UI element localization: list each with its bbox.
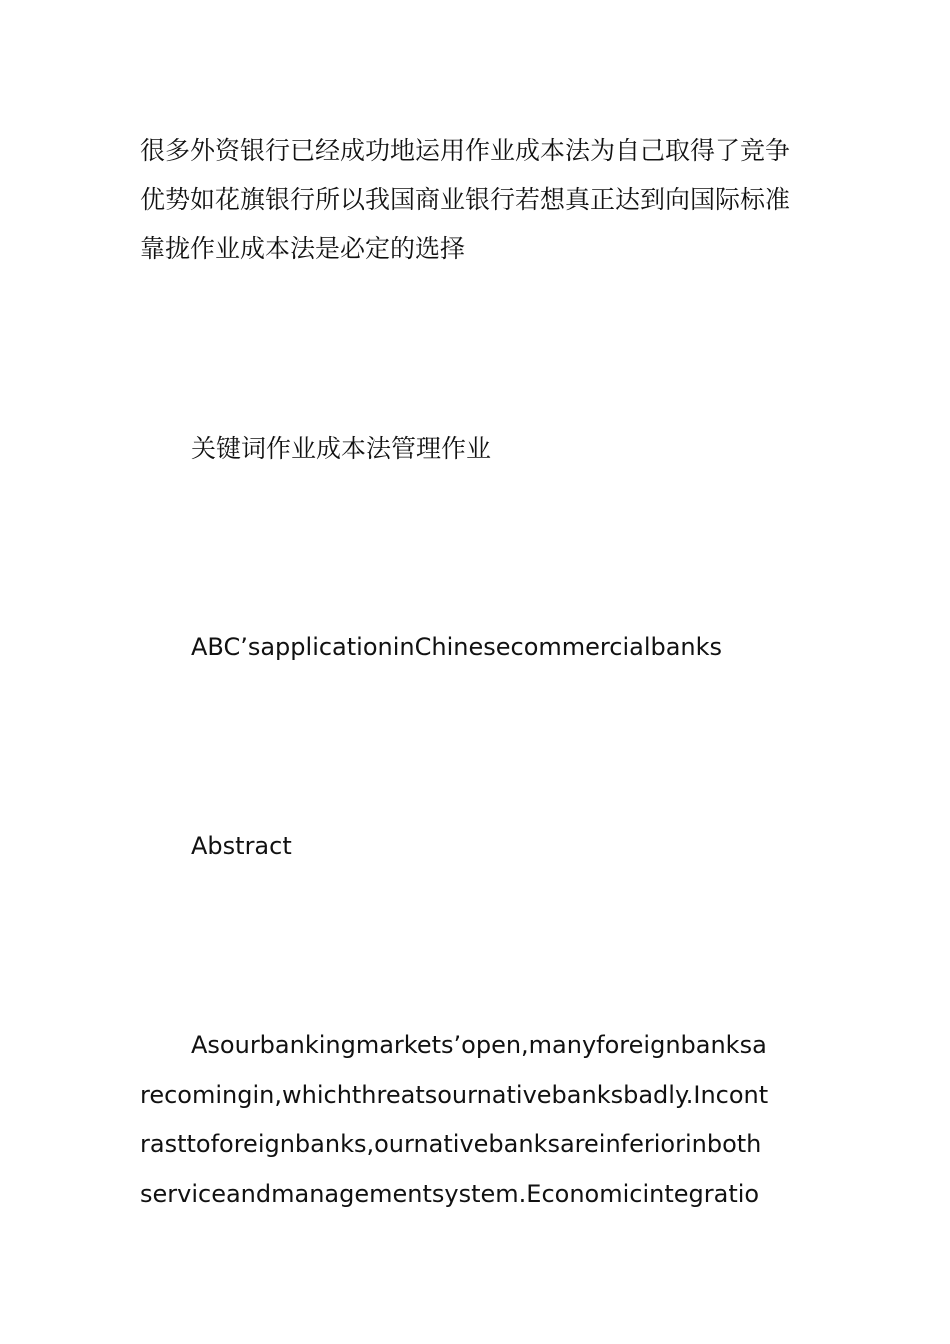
english-title: ABC’sapplicationinChinesecommercialbanks <box>191 633 723 661</box>
paragraph-line: 靠拢作业成本法是必定的选择 <box>140 234 466 263</box>
paragraph-line: 优势如花旗银行所以我国商业银行若想真正达到向国际标准 <box>140 185 791 214</box>
abstract-line: recomingin,whichthreatsournativebanksbadly.Incont <box>140 1081 769 1109</box>
keywords-line: 关键词作业成本法管理作业 <box>191 434 492 463</box>
abstract-line: Asourbankingmarkets’open,manyforeignbanksa <box>191 1031 767 1059</box>
abstract-heading: Abstract <box>191 832 292 860</box>
paragraph-line: 很多外资银行已经成功地运用作业成本法为自己取得了竞争 <box>140 136 791 165</box>
abstract-line: serviceandmanagementsystem.Economicintegratio <box>140 1180 760 1208</box>
abstract-line: rasttoforeignbanks,ournativebanksareinferiorinboth <box>140 1130 762 1158</box>
